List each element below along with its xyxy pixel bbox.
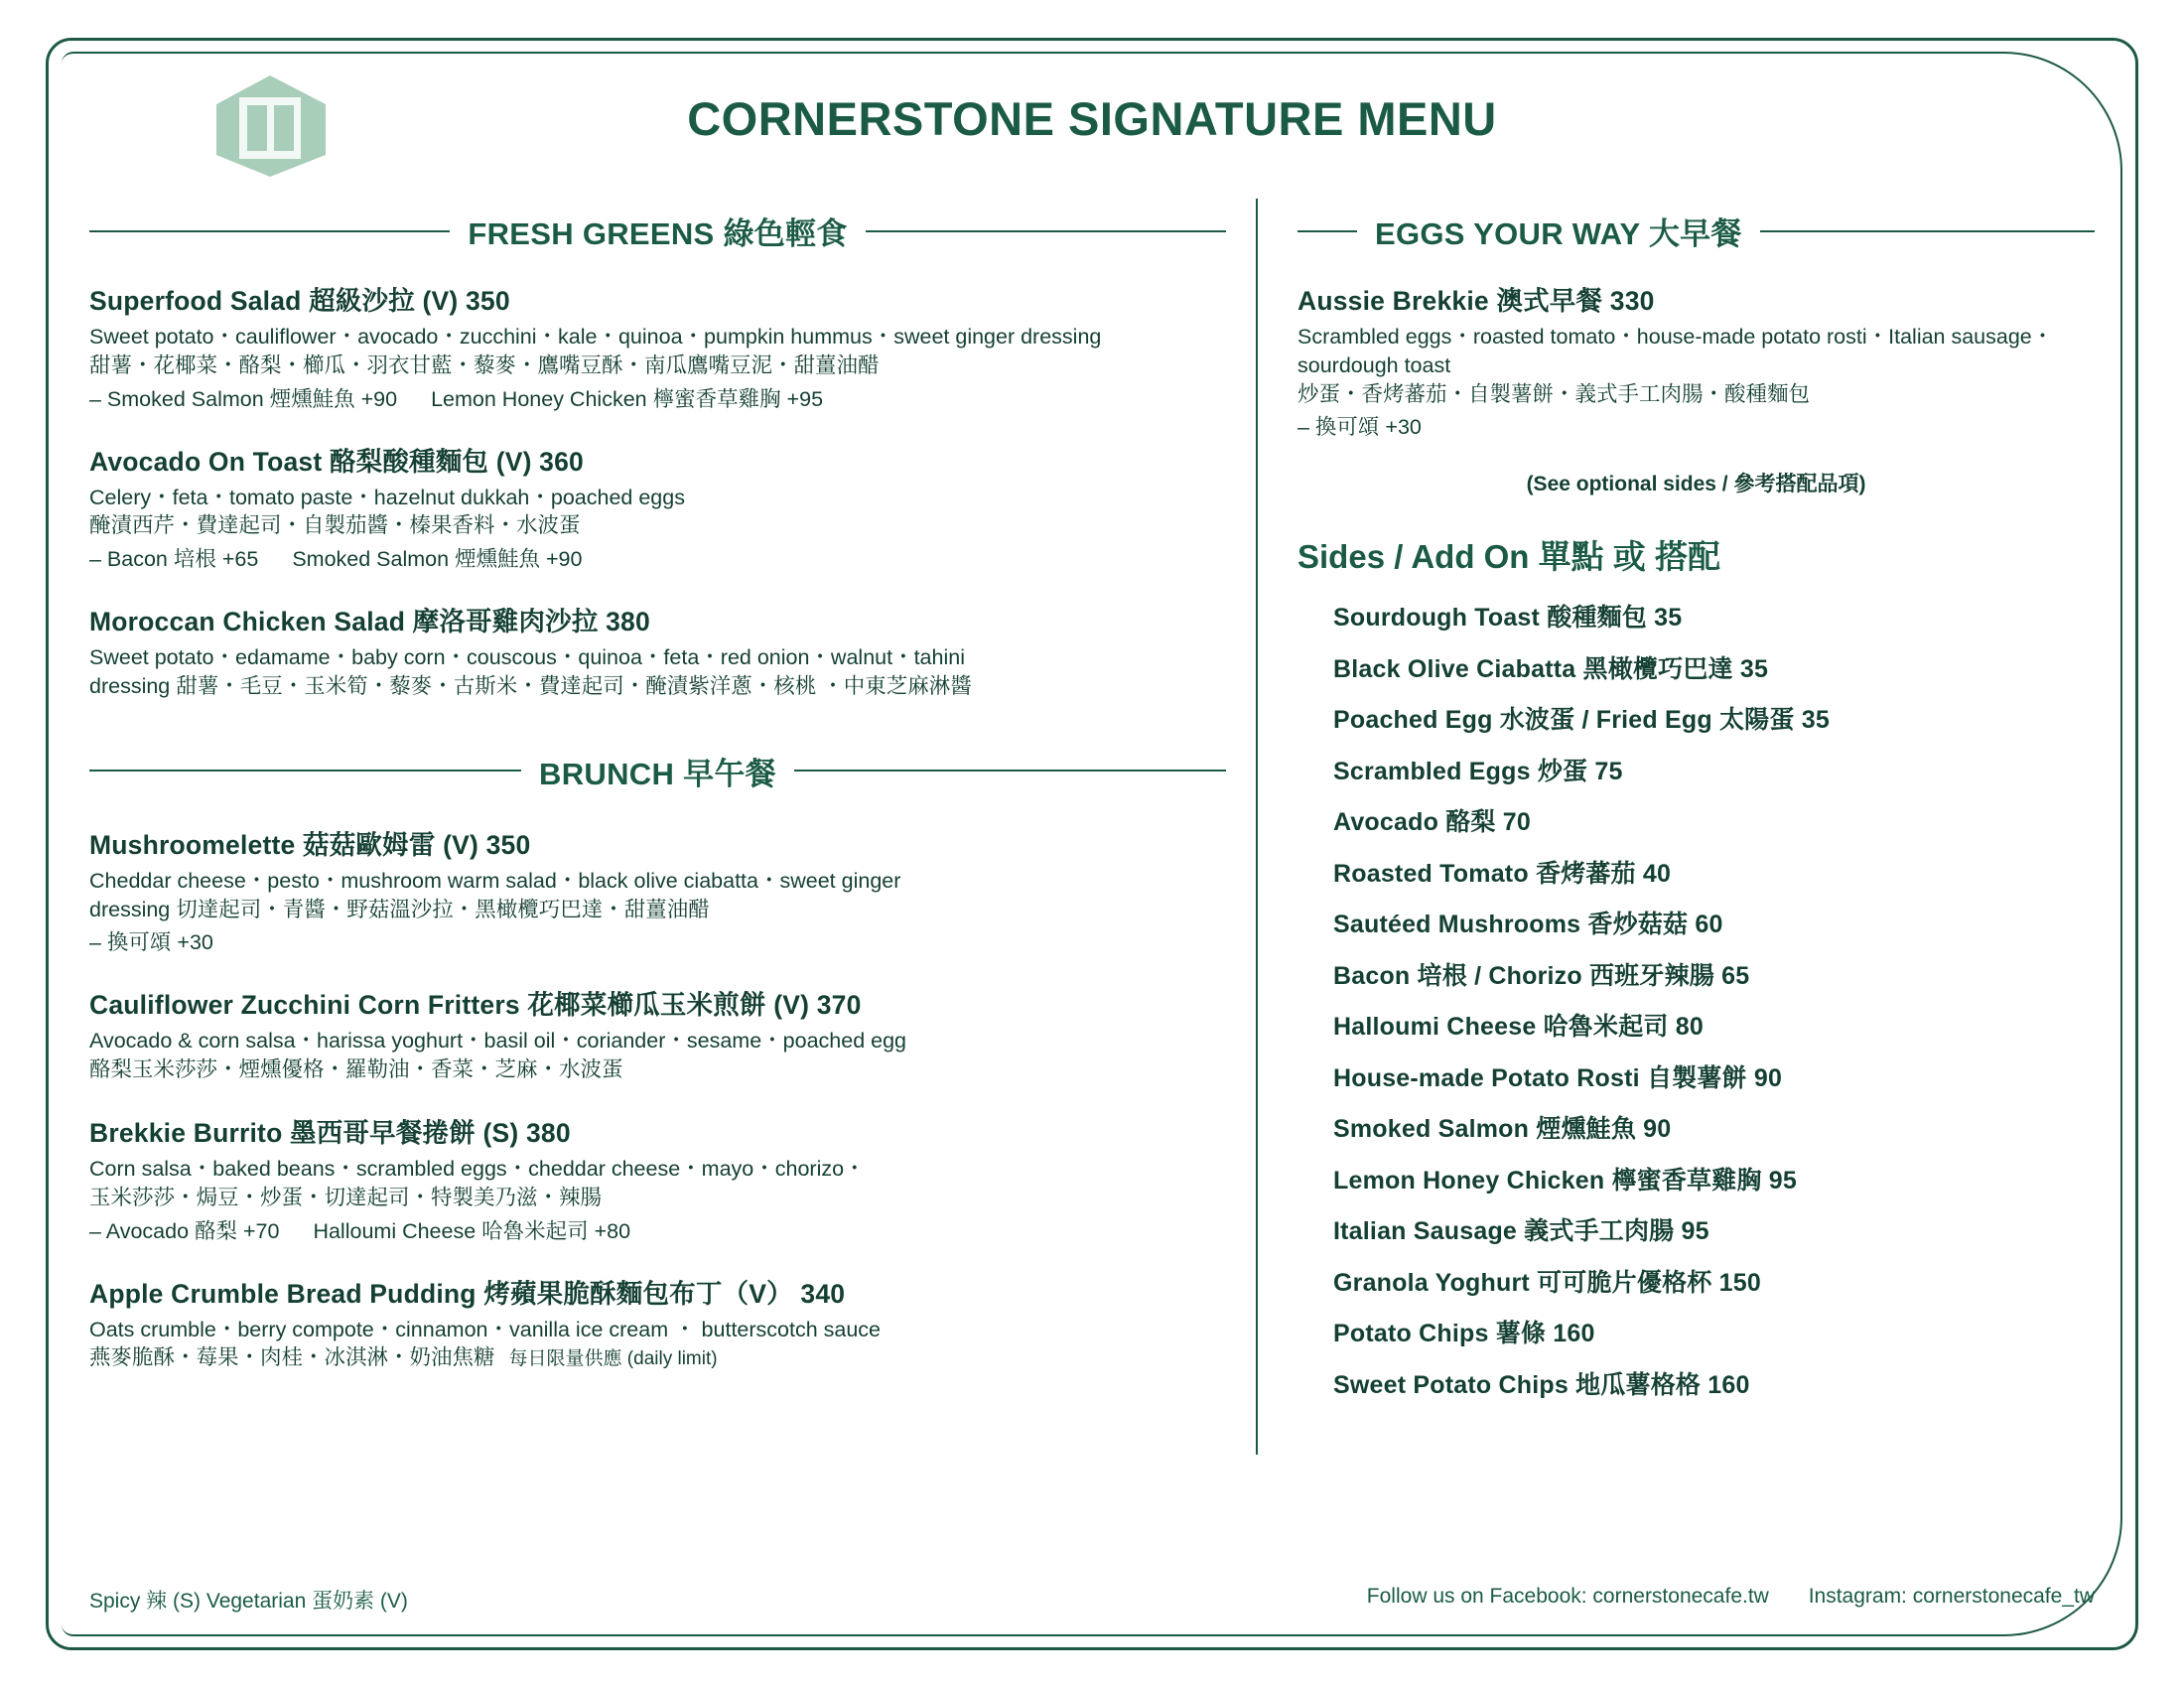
menu-item	[89, 983, 1226, 1084]
sides-list	[1333, 598, 2095, 1401]
menu-item	[89, 1111, 1226, 1245]
left-column	[89, 199, 1256, 1549]
footer-legend: Spicy 辣 (S) Vegetarian 蛋奶素 (V)	[89, 1590, 408, 1613]
item-title: Brekkie Burrito 墨西哥早餐捲餅 (S) 380	[89, 1117, 571, 1148]
footer-social	[1333, 1585, 2095, 1615]
list-item: Avocado 酪梨 70	[1333, 808, 1531, 837]
menu-item	[89, 440, 1226, 574]
list-item: Granola Yoghurt 可可脆片優格杯 150	[1333, 1268, 1761, 1297]
item-title: Moroccan Chicken Salad 摩洛哥雞肉沙拉 380	[89, 607, 650, 637]
list-item: Bacon 培根 / Chorizo 西班牙辣腸 65	[1333, 961, 1750, 990]
item-addons	[89, 542, 1226, 573]
list-item: Roasted Tomato 香烤蕃茄 40	[1333, 859, 1672, 888]
list-item: Sautéed Mushrooms 香炒菇菇 60	[1333, 911, 1723, 939]
list-item: Sourdough Toast 酸種麵包 35	[1333, 604, 1683, 633]
list-item: Scrambled Eggs 炒蛋 75	[1333, 757, 1623, 785]
rule-left	[1297, 230, 1357, 232]
list-item: Poached Egg 水波蛋 / Fried Egg 太陽蛋 35	[1333, 706, 1830, 735]
section-title-brunch: BRUNCH 早午餐	[539, 756, 776, 791]
page-title: CORNERSTONE SIGNATURE MENU	[687, 92, 1497, 145]
item-description-zh-text: 燕麥脆酥・莓果・肉桂・冰淇淋・奶油焦糖	[89, 1345, 495, 1370]
item-description-zh: 玉米莎莎・焗豆・炒蛋・切達起司・特製美乃滋・辣腸	[89, 1185, 603, 1209]
item-description-en: Scrambled eggs・roasted tomato・house-made potato rosti・Italian sausage・sourdough toast	[1297, 325, 2054, 377]
item-description-zh: 炒蛋・香烤蕃茄・自製薯餅・義式手工肉腸・酸種麵包	[1297, 381, 1811, 406]
daily-limit-note: 每日限量供應 (daily limit)	[508, 1348, 718, 1370]
section-title-sides: Sides / Add On 單點 或 搭配	[1297, 538, 1720, 576]
item-description-en: Celery・feta・tomato paste・hazelnut dukkah・poached eggs	[89, 485, 685, 509]
section-header-fresh-greens	[89, 209, 1226, 253]
menu-footer	[89, 1585, 2095, 1615]
list-item: Black Olive Ciabatta 黑橄欖巧巴達 35	[1333, 654, 1769, 683]
section-header-eggs-your-way	[1297, 209, 2095, 253]
item-description-zh: dressing 切達起司・青醬・野菇溫沙拉・黑橄欖巧巴達・甜薑油醋	[89, 897, 710, 921]
item-title: Aussie Brekkie 澳式早餐 330	[1297, 286, 1655, 316]
section-title-fresh-greens: FRESH GREENS 綠色輕食	[468, 216, 848, 251]
list-item: Sweet Potato Chips 地瓜薯格格 160	[1333, 1370, 1750, 1399]
menu-item	[89, 823, 1226, 957]
item-title: Cauliflower Zucchini Corn Fritters 花椰菜櫛瓜玉米煎餅 (V) 370	[89, 990, 862, 1021]
menu-item	[89, 279, 1226, 413]
menu-item	[89, 1272, 1226, 1373]
rule-right	[794, 770, 1226, 772]
item-addon-2: Smoked Salmon 煙燻鮭魚 +90	[292, 547, 583, 572]
list-item: Smoked Salmon 煙燻鮭魚 90	[1333, 1115, 1672, 1144]
item-description-zh: 酪梨玉米莎莎・煙燻優格・羅勒油・香菜・芝麻・水波蛋	[89, 1057, 623, 1082]
facebook-handle[interactable]: Follow us on Facebook: cornerstonecafe.tw	[1366, 1585, 1769, 1608]
list-item: Potato Chips 薯條 160	[1333, 1320, 1595, 1348]
item-addon-2: Halloumi Cheese 哈魯米起司 +80	[313, 1218, 631, 1243]
rule-left	[89, 770, 521, 772]
menu-header	[89, 62, 2095, 181]
item-description-en: Corn salsa・baked beans・scrambled eggs・cheddar cheese・mayo・chorizo・	[89, 1156, 866, 1181]
item-title: Apple Crumble Bread Pudding 烤蘋果脆酥麵包布丁（V） 340	[89, 1278, 846, 1309]
item-description-en: Oats crumble・berry compote・cinnamon・vanilla ice cream ・ butterscotch sauce	[89, 1317, 882, 1341]
menu-item	[1297, 279, 2095, 441]
item-addon-1: – Bacon 培根 +65	[89, 547, 259, 572]
item-description-en: Sweet potato・cauliflower・avocado・zucchini・kale・quinoa・pumpkin hummus・sweet ginger dressing	[89, 325, 1102, 349]
list-item: Lemon Honey Chicken 檸蜜香草雞胸 95	[1333, 1166, 1797, 1195]
item-addon-1: – 換可頌 +30	[89, 930, 213, 955]
item-description-zh: 醃漬西芹・費達起司・自製茄醬・榛果香料・水波蛋	[89, 513, 581, 538]
item-description-zh: dressing 甜薯・毛豆・玉米筍・藜麥・古斯米・費達起司・醃漬紫洋蔥・核桃 ・中東芝麻淋醬	[89, 673, 972, 698]
item-addon-1: – Avocado 酪梨 +70	[89, 1218, 280, 1243]
item-addon-2: Lemon Honey Chicken 檸蜜香草雞胸 +95	[431, 386, 824, 411]
menu-content	[89, 62, 2095, 1628]
item-addon-1: – Smoked Salmon 煙燻鮭魚 +90	[89, 386, 398, 411]
rule-right	[1760, 230, 2095, 232]
menu-item	[89, 600, 1226, 701]
item-addons	[1297, 410, 2095, 441]
item-description-en: Sweet potato・edamame・baby corn・couscous・quinoa・feta・red onion・walnut・tahini	[89, 645, 965, 670]
optional-sides-note: (See optional sides / 參考搭配品項)	[1526, 473, 1866, 496]
item-description-zh: 甜薯・花椰菜・酪梨・櫛瓜・羽衣甘藍・藜麥・鷹嘴豆酥・南瓜鷹嘴豆泥・甜薑油醋	[89, 352, 880, 377]
item-addons	[89, 925, 1226, 956]
item-description-en: Cheddar cheese・pesto・mushroom warm salad・black olive ciabatta・sweet ginger	[89, 868, 901, 893]
rule-left	[89, 230, 450, 232]
list-item: House-made Potato Rosti 自製薯餅 90	[1333, 1063, 1783, 1092]
item-title: Avocado On Toast 酪梨酸種麵包 (V) 360	[89, 446, 584, 477]
rule-right	[866, 230, 1226, 232]
item-addons	[89, 382, 1226, 413]
item-addons	[89, 1214, 1226, 1245]
list-item: Halloumi Cheese 哈魯米起司 80	[1333, 1013, 1704, 1042]
item-addon-1: – 換可頌 +30	[1297, 415, 1422, 440]
item-description-zh	[89, 1343, 1226, 1372]
item-title: Mushroomelette 菇菇歐姆雷 (V) 350	[89, 829, 531, 860]
section-header-brunch	[89, 749, 1226, 793]
cornerstone-cube-logo	[208, 71, 333, 181]
list-item: Italian Sausage 義式手工肉腸 95	[1333, 1217, 1709, 1246]
right-column	[1258, 199, 2095, 1549]
instagram-handle[interactable]: Instagram: cornerstonecafe_tw	[1808, 1585, 2095, 1608]
section-title-eggs-your-way: EGGS YOUR WAY 大早餐	[1375, 216, 1742, 251]
item-description-en: Avocado & corn salsa・harissa yoghurt・basil oil・coriander・sesame・poached egg	[89, 1029, 907, 1054]
menu-columns	[89, 199, 2095, 1549]
item-title: Superfood Salad 超級沙拉 (V) 350	[89, 286, 510, 316]
